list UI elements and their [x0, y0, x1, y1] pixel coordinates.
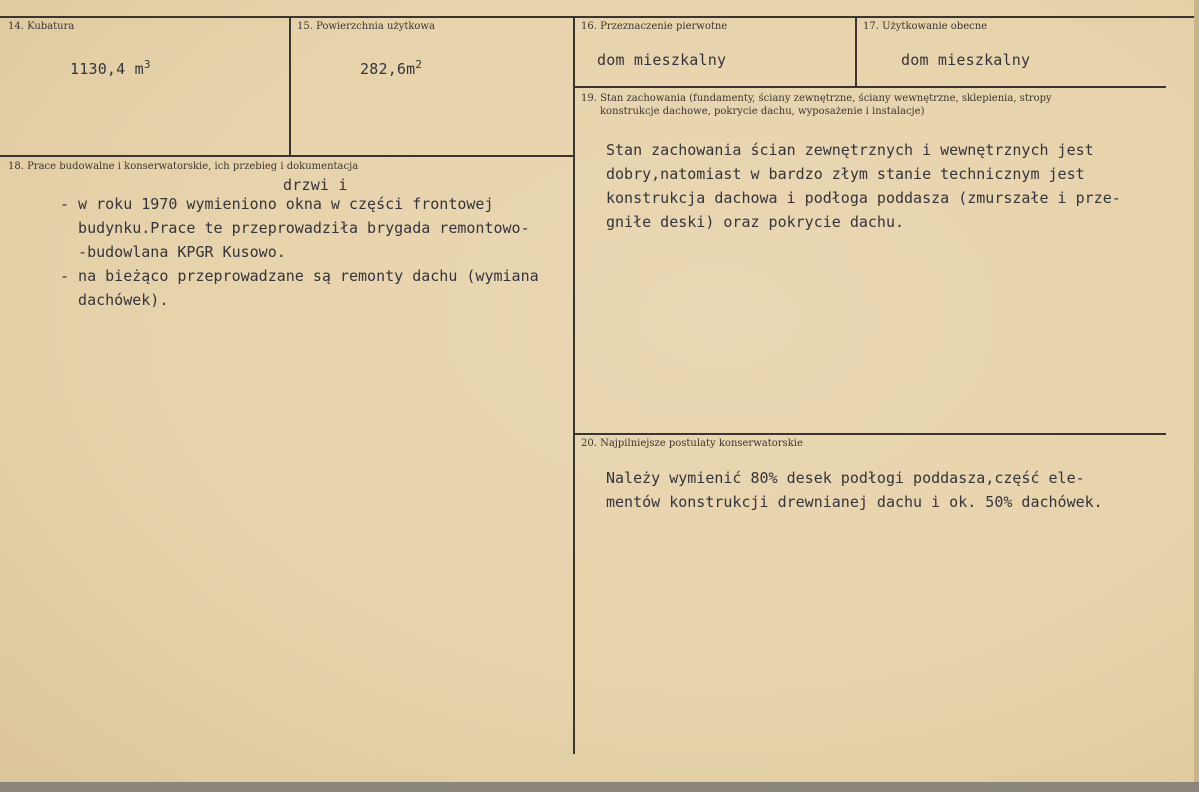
area-value: 282,6m	[360, 60, 416, 78]
field-18-label: 18. Prace budowalne i konserwatorskie, ich przebieg i dokumentacja	[8, 161, 359, 172]
field-16-value: dom mieszkalny	[597, 51, 727, 69]
top-rule	[0, 16, 1194, 18]
rule-above-20	[574, 433, 1166, 435]
field-20-line: Należy wymienić 80% desek podłogi poddasza,część ele-	[606, 469, 1085, 487]
field-17-label: 17. Użytkowanie obecne	[863, 21, 988, 32]
field-19-line: dobry,natomiast w bardzo złym stanie technicznym jest	[606, 165, 1085, 183]
rule-above-19	[574, 86, 1166, 88]
kubatura-unit-exponent: 3	[143, 58, 151, 71]
field-15-label: 15. Powierzchnia użytkowa	[297, 21, 435, 32]
divider-14-15	[289, 16, 291, 156]
card-right-edge	[1194, 0, 1199, 792]
field-18-line: -budowlana KPGR Kusowo.	[60, 243, 286, 261]
field-15-value	[360, 58, 422, 78]
field-19-line: gniłe deski) oraz pokrycie dachu.	[606, 213, 905, 231]
field-19-text	[606, 138, 1121, 234]
field-18-line: dachówek).	[60, 291, 169, 309]
field-18-line: budynku.Prace te przeprowadziła brygada remontowo-	[60, 219, 530, 237]
field-17-value: dom mieszkalny	[901, 51, 1031, 69]
scanner-background-strip	[0, 782, 1199, 792]
divider-16-17	[855, 16, 857, 86]
kubatura-value: 1130,4 m	[70, 60, 144, 78]
field-18-insertion: drzwi i	[283, 176, 348, 194]
field-20-text	[606, 466, 1103, 514]
field-19-line: Stan zachowania ścian zewnętrznych i wewnętrznych jest	[606, 141, 1094, 159]
field-20-label: 20. Najpilniejsze postulaty konserwatorskie	[581, 438, 803, 449]
field-14-label: 14. Kubatura	[8, 21, 75, 32]
field-18-text	[60, 192, 539, 312]
field-20-line: mentów konstrukcji drewnianej dachu i ok. 50% dachówek.	[606, 493, 1103, 511]
field-19-label-line2: konstrukcje dachowe, pokrycie dachu, wyposażenie i instalacje)	[600, 106, 925, 117]
field-16-label: 16. Przeznaczenie pierwotne	[581, 21, 728, 32]
rule-above-18	[0, 155, 574, 157]
field-19-label-line1: 19. Stan zachowania (fundamenty, ściany zewnętrzne, ściany wewnętrzne, sklepienia, stropy	[581, 93, 1052, 104]
area-unit-exponent: 2	[415, 58, 423, 71]
field-14-value	[70, 58, 151, 78]
main-column-divider	[573, 16, 575, 754]
field-18-line: - na bieżąco przeprowadzane są remonty dachu (wymiana	[60, 267, 539, 285]
field-19-line: konstrukcja dachowa i podłoga poddasza (zmurszałe i prze-	[606, 189, 1121, 207]
field-18-line: - w roku 1970 wymieniono okna w części frontowej	[60, 195, 494, 213]
